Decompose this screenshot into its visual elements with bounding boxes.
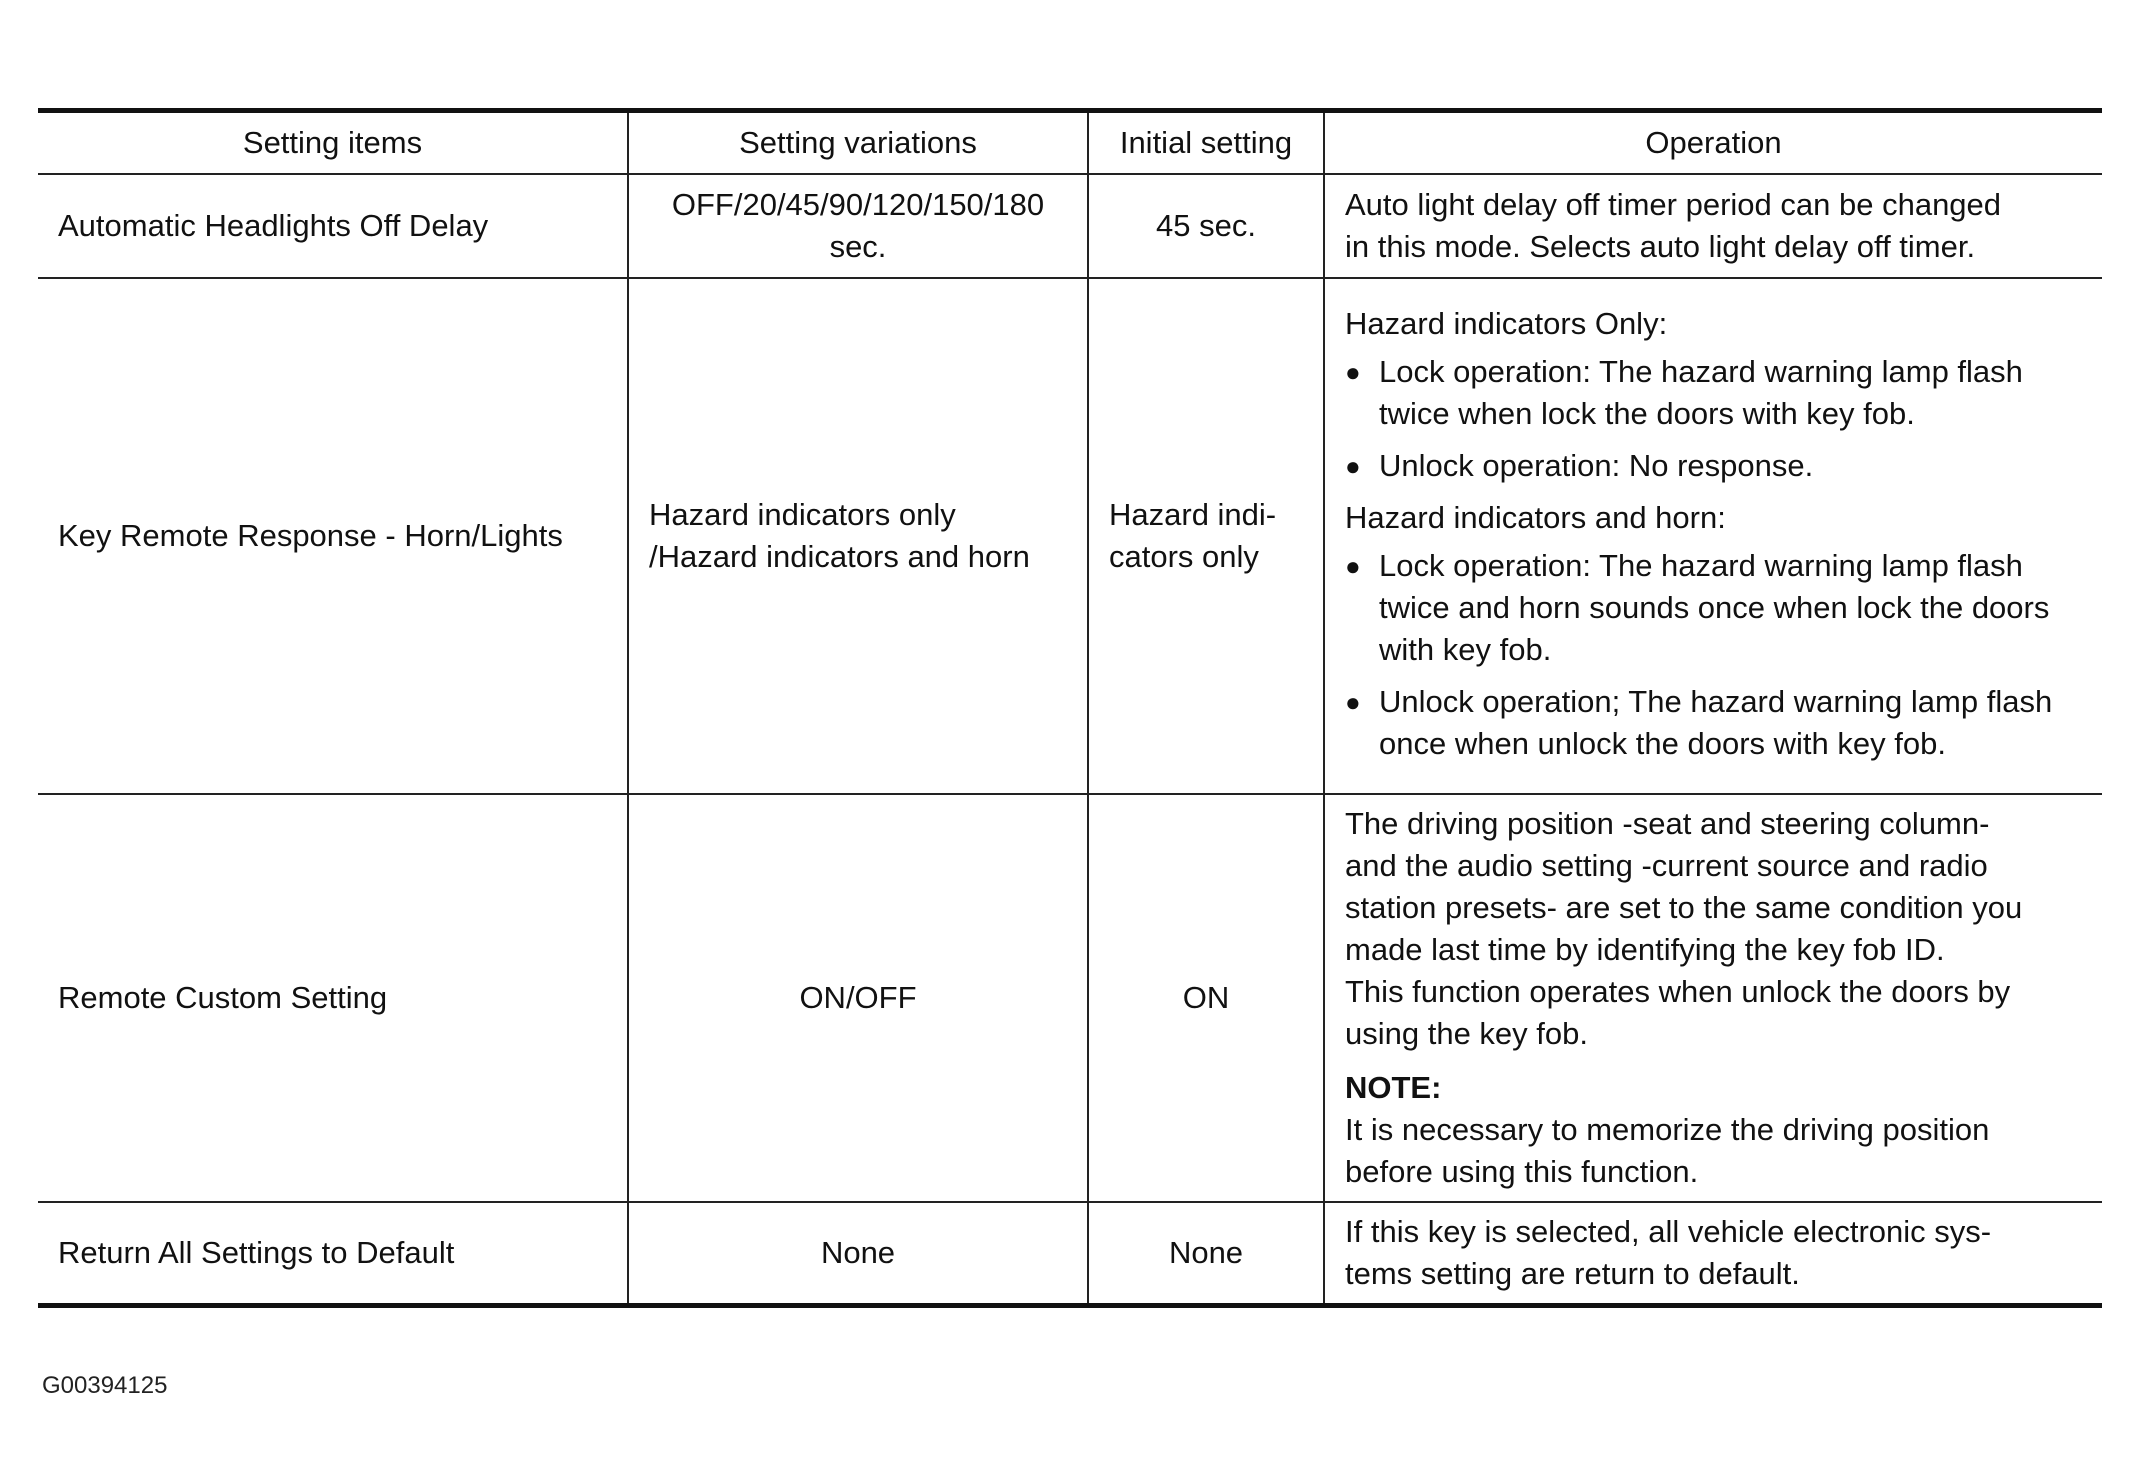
- initial-setting-cell: [1088, 278, 1324, 794]
- table-row: [38, 794, 2102, 1202]
- note-text-line: before using this function.: [1345, 1154, 1699, 1189]
- bullet-text: Lock operation: The hazard warning lamp flash twice and horn sounds once when lock the doors with key fob.: [1379, 548, 2050, 667]
- note-label: NOTE:: [1345, 1070, 1442, 1105]
- bullet-text: Lock operation: The hazard warning lamp flash twice when lock the doors with key fob.: [1379, 354, 2023, 431]
- variation-line: sec.: [829, 229, 887, 264]
- bullet-dot-icon: ●: [1345, 551, 1361, 581]
- operation-line: Auto light delay off timer period can be changed: [1345, 187, 2002, 222]
- table-row: [38, 278, 2102, 794]
- header-operation: Operation: [1324, 111, 2102, 175]
- setting-item-cell: Remote Custom Setting: [38, 794, 628, 1202]
- operation-line: station presets- are set to the same condition you: [1345, 890, 2023, 925]
- variation-line: Hazard indicators only: [649, 497, 956, 532]
- note-text-line: It is necessary to memorize the driving position: [1345, 1112, 1990, 1147]
- operation-cell: [1324, 1202, 2102, 1306]
- table-row: [38, 174, 2102, 278]
- setting-item-cell: Return All Settings to Default: [38, 1202, 628, 1306]
- header-setting-items: Setting items: [38, 111, 628, 175]
- list-item: [1345, 445, 2082, 487]
- operation-heading: Hazard indicators and horn:: [1345, 500, 1726, 535]
- settings-table: [38, 108, 2102, 1308]
- variation-line: /Hazard indicators and horn: [649, 539, 1030, 574]
- list-item: [1345, 545, 2082, 671]
- initial-setting-cell: ON: [1088, 794, 1324, 1202]
- initial-line: Hazard indi-: [1109, 497, 1277, 532]
- bullet-dot-icon: ●: [1345, 451, 1361, 481]
- initial-setting-cell: 45 sec.: [1088, 174, 1324, 278]
- operation-line: If this key is selected, all vehicle electronic sys-: [1345, 1214, 1992, 1249]
- operation-cell: [1324, 278, 2102, 794]
- setting-variations-cell: ON/OFF: [628, 794, 1088, 1202]
- bullet-text: Unlock operation; The hazard warning lamp flash once when unlock the doors with key fob.: [1379, 684, 2053, 761]
- setting-variations-cell: [628, 174, 1088, 278]
- header-setting-variations: Setting variations: [628, 111, 1088, 175]
- bullet-dot-icon: ●: [1345, 357, 1361, 387]
- operation-line: tems setting are return to default.: [1345, 1256, 1800, 1291]
- operation-line: The driving position -seat and steering column-: [1345, 806, 1990, 841]
- operation-line: made last time by identifying the key fob ID.: [1345, 932, 1945, 967]
- table-header-row: [38, 111, 2102, 175]
- operation-line: This function operates when unlock the doors by: [1345, 974, 2011, 1009]
- setting-variations-cell: [628, 278, 1088, 794]
- table-row: [38, 1202, 2102, 1306]
- operation-line: in this mode. Selects auto light delay off timer.: [1345, 229, 1976, 264]
- header-initial-setting: Initial setting: [1088, 111, 1324, 175]
- bullet-text: Unlock operation: No response.: [1379, 448, 1814, 483]
- figure-code: G00394125: [42, 1372, 168, 1399]
- variation-line: OFF/20/45/90/120/150/180: [671, 187, 1045, 222]
- bullet-dot-icon: ●: [1345, 687, 1361, 717]
- operation-line: using the key fob.: [1345, 1016, 1588, 1051]
- setting-item-cell: Key Remote Response - Horn/Lights: [38, 278, 628, 794]
- list-item: [1345, 681, 2082, 765]
- operation-line: and the audio setting -current source and radio: [1345, 848, 1988, 883]
- operation-cell: [1324, 174, 2102, 278]
- initial-line: cators only: [1109, 539, 1259, 574]
- operation-heading: Hazard indicators Only:: [1345, 306, 1668, 341]
- setting-variations-cell: None: [628, 1202, 1088, 1306]
- operation-cell: [1324, 794, 2102, 1202]
- list-item: [1345, 351, 2082, 435]
- initial-setting-cell: None: [1088, 1202, 1324, 1306]
- setting-item-cell: Automatic Headlights Off Delay: [38, 174, 628, 278]
